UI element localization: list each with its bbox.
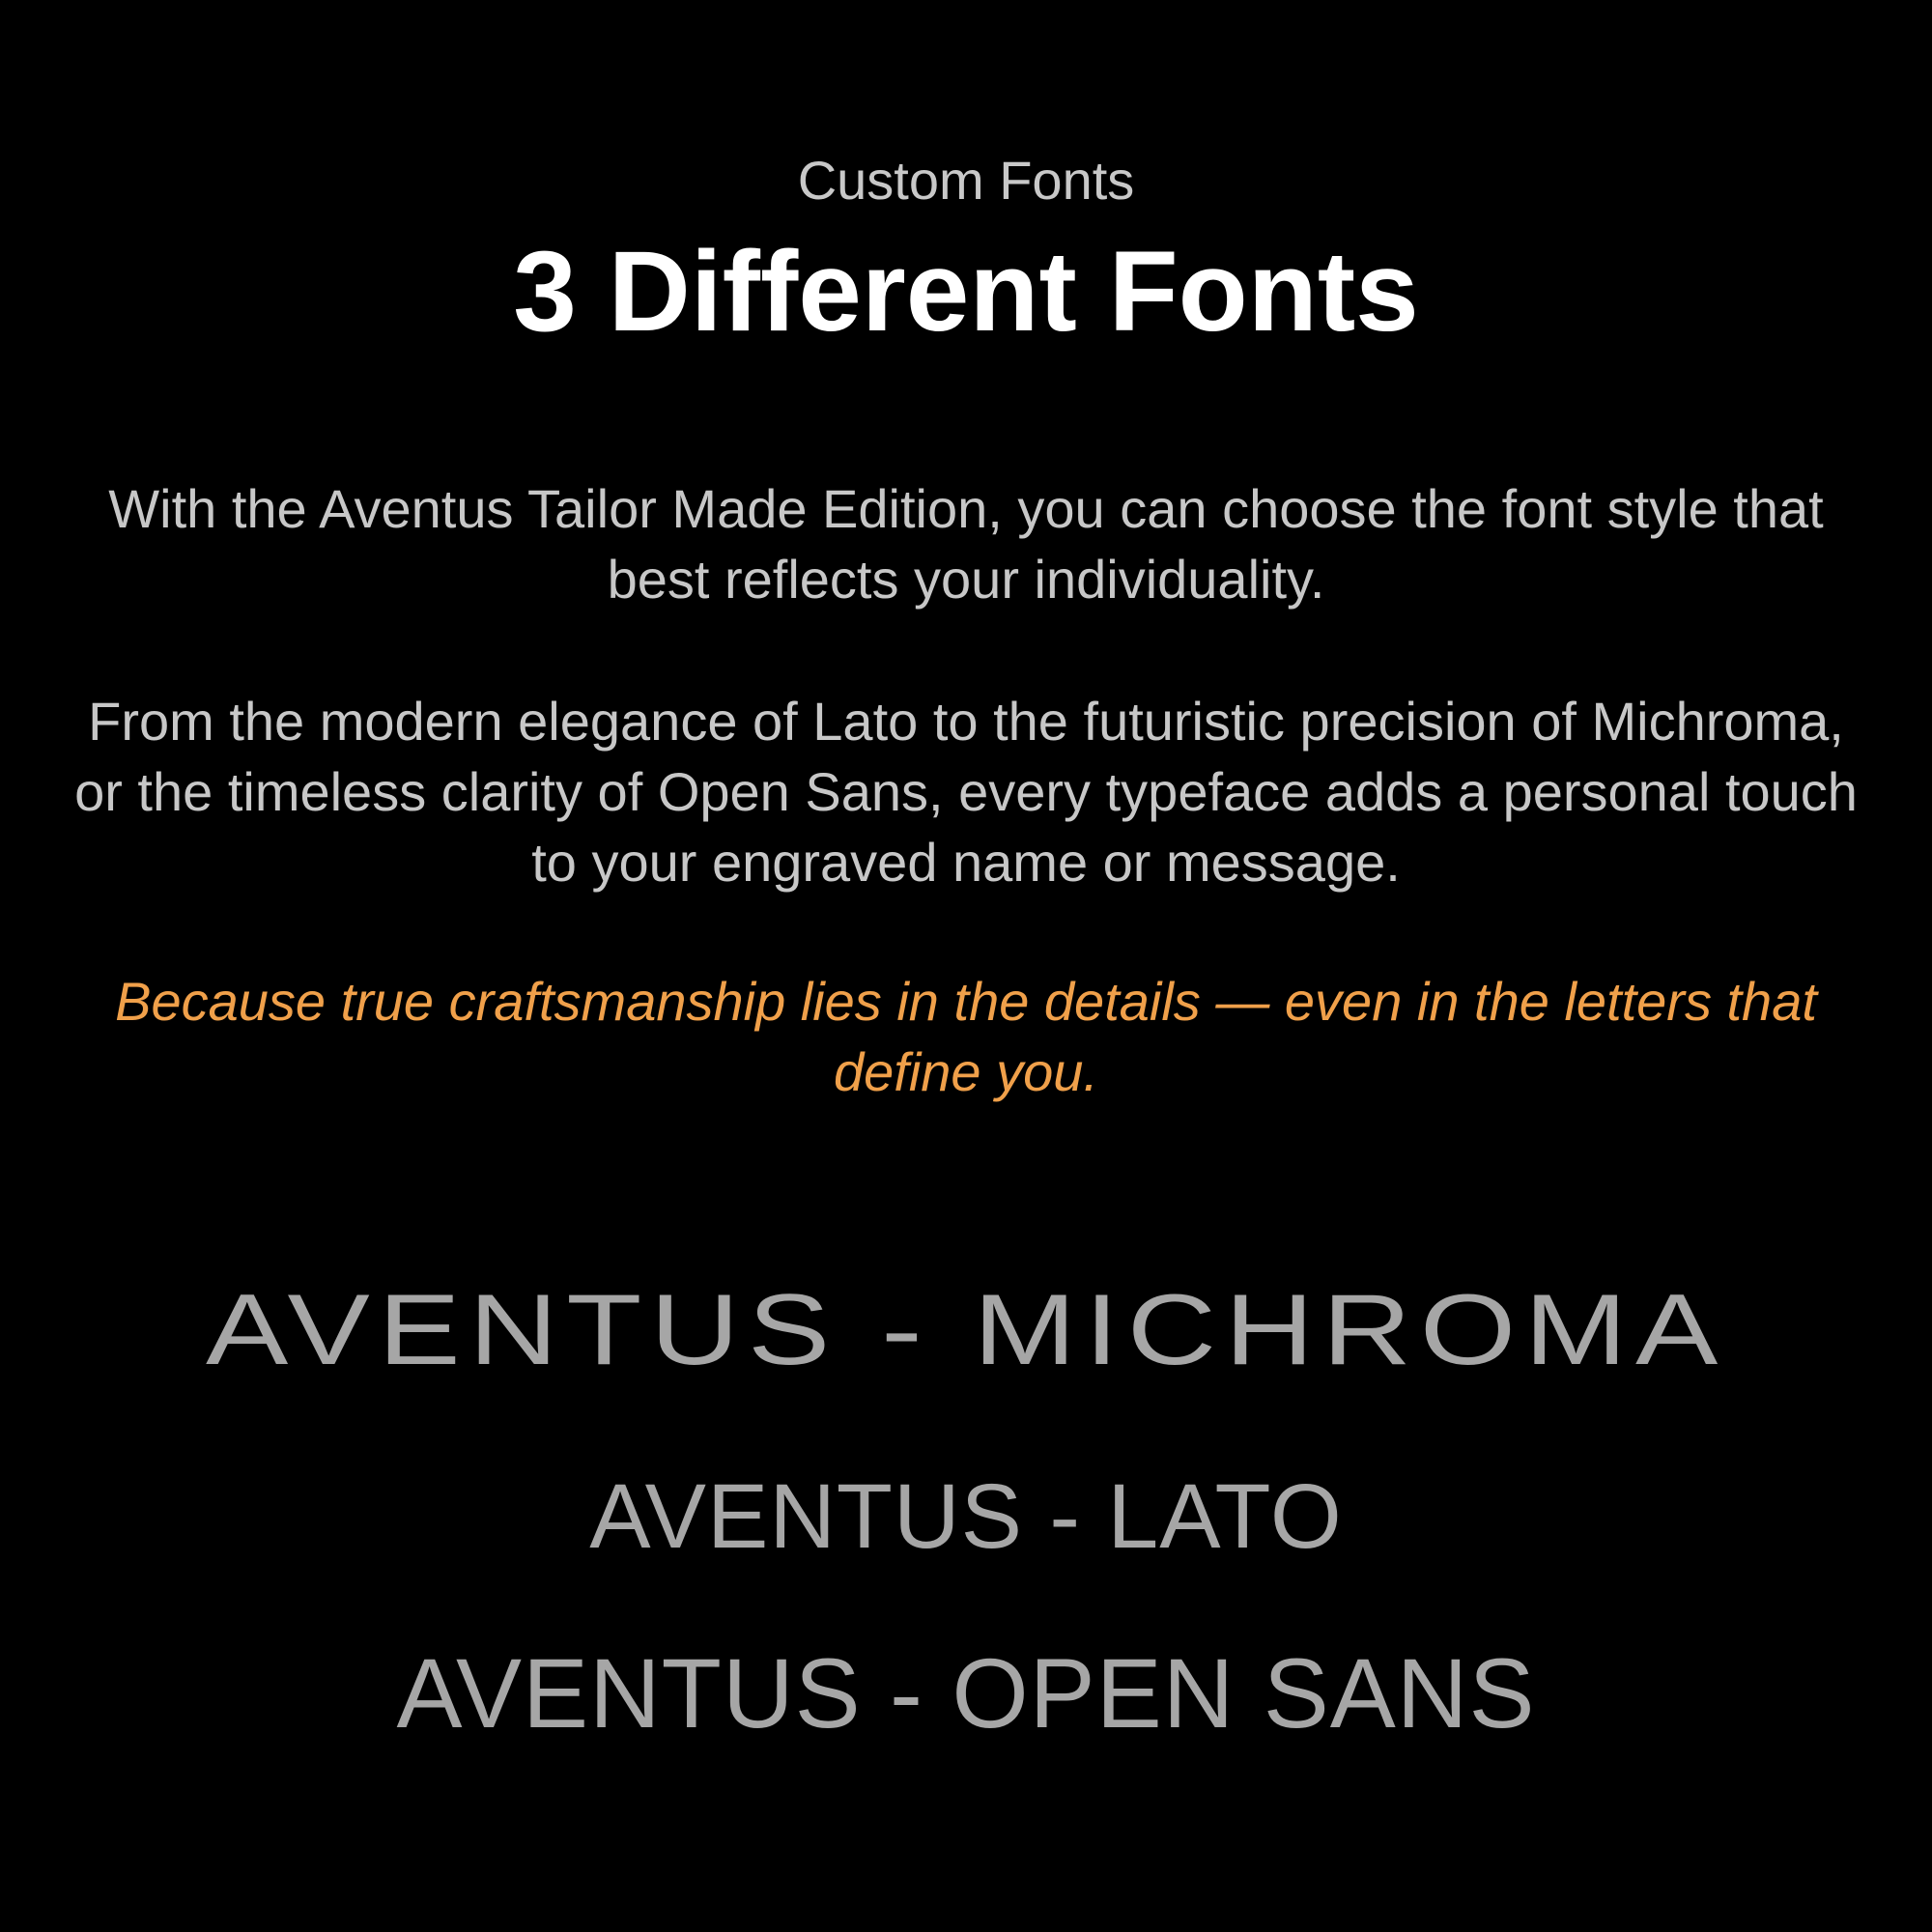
page-title: 3 Different Fonts — [513, 228, 1419, 355]
open-sans-font-sample: AVENTUS - OPEN SANS — [396, 1638, 1536, 1748]
lato-font-sample: AVENTUS - LATO — [589, 1465, 1343, 1568]
intro-paragraph: With the Aventus Tailor Made Edition, you can choose the font style that best reflects your individuality. — [108, 478, 1824, 610]
section-eyebrow: Custom Fonts — [797, 150, 1135, 211]
craftsmanship-highlight: Because true craftsmanship lies in the details — even in the letters that define you. — [115, 971, 1817, 1102]
font-options-paragraph: From the modern elegance of Lato to the futuristic precision of Michroma, or the timeless clarity of Open Sans, every typeface adds a personal touch to your engraved name or message. — [74, 691, 1858, 893]
michroma-font-sample: AVENTUS - MICHROMA — [206, 1274, 1726, 1386]
